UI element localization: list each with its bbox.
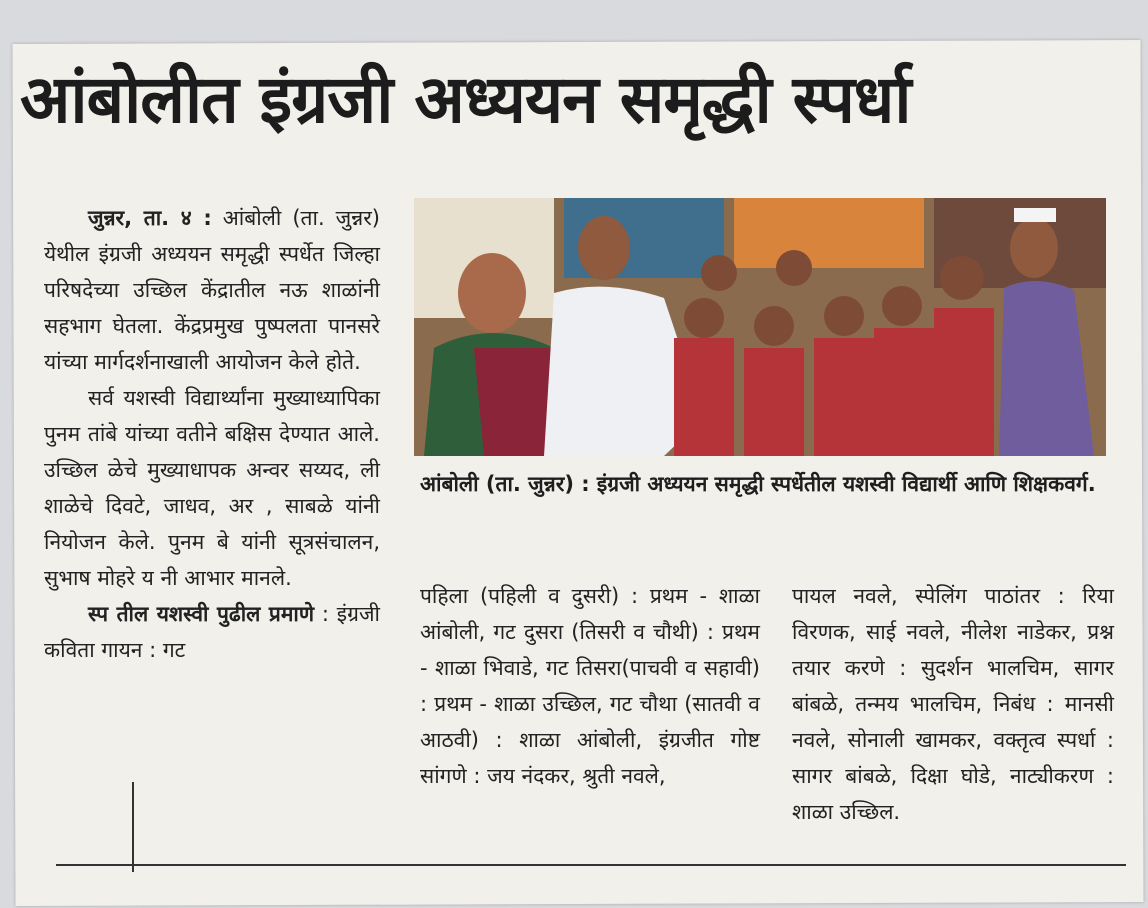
bottom-divider bbox=[56, 864, 1126, 866]
photo-caption: आंबोली (ता. जुन्नर) : इंग्रजी अध्ययन समृद्धी स्पर्धेतील यशस्वी विद्यार्थी आणि शिक्षकवर्ग. bbox=[420, 472, 1096, 496]
headline: आंबोलीत इंग्रजी अध्ययन समृद्धी स्पर्धा bbox=[20, 61, 911, 138]
results-heading: स्प तील यशस्वी पुढील प्रमाणे bbox=[88, 602, 315, 626]
group-photo bbox=[414, 198, 1106, 456]
group-photo-illustration bbox=[414, 198, 1106, 456]
article-column-3: पायल नवले, स्पेलिंग पाठांतर : रिया विरणक, साई नवले, नीलेश नाडेकर, प्रश्न तयार करणे : सुदर्शन भालचिम, सागर बांबळे, तन्मय भालचिम, निबंध : मानसी नवले, सोनाली खामकर, वक्तृत्व स्पर्धा : सागर बांबळे, दिक्षा घोडे, नाट्यीकरण : शाळा उच्छिल. bbox=[792, 584, 1114, 824]
column-1-paragraph-3: : इंग्रजी कविता गायन : गट bbox=[44, 602, 380, 662]
column-1-paragraph-1: आंबोली (ता. जुन्नर) येथील इंग्रजी अध्ययन समृद्धी स्पर्धेत जिल्हा परिषदेच्या उच्छिल केंद्रातील नऊ शाळांनी सहभाग घेतला. केंद्रप्रमुख पुष्पलता पानसरे यांच्या मार्गदर्शनाखाली आयोजन केले होते. bbox=[44, 206, 380, 374]
dateline: जुन्नर, ता. ४ : bbox=[88, 206, 212, 230]
article-column-1 bbox=[44, 200, 380, 668]
column-divider bbox=[132, 782, 134, 872]
column-1-paragraph-2: सर्व यशस्वी विद्यार्थ्यांना मुख्याध्यापिका पुनम तांबे यांच्या वतीने बक्षिस देण्यात आले. उच्छिल ळेचे मुख्याधापक अन्वर सय्यद, ली शाळेचे दिवटे, जाधव, अर , साबळे यांनी नियोजन केले. पुनम बे यांनी सूत्रसंचालन, सुभाष मोहरे य नी आभार मानले. bbox=[44, 386, 380, 590]
article-column-2: पहिला (पहिली व दुसरी) : प्रथम - शाळा आंबोली, गट दुसरा (तिसरी व चौथी) : प्रथम - शाळा भिवाडे, गट तिसरा(पाचवी व सहावी) : प्रथम - शाळा उच्छिल, गट चौथा (सातवी व आठवी) : शाळा आंबोली, इंग्रजीत गोष्ट सांगणे : जय नंदकर, श्रुती नवले, bbox=[420, 584, 760, 788]
